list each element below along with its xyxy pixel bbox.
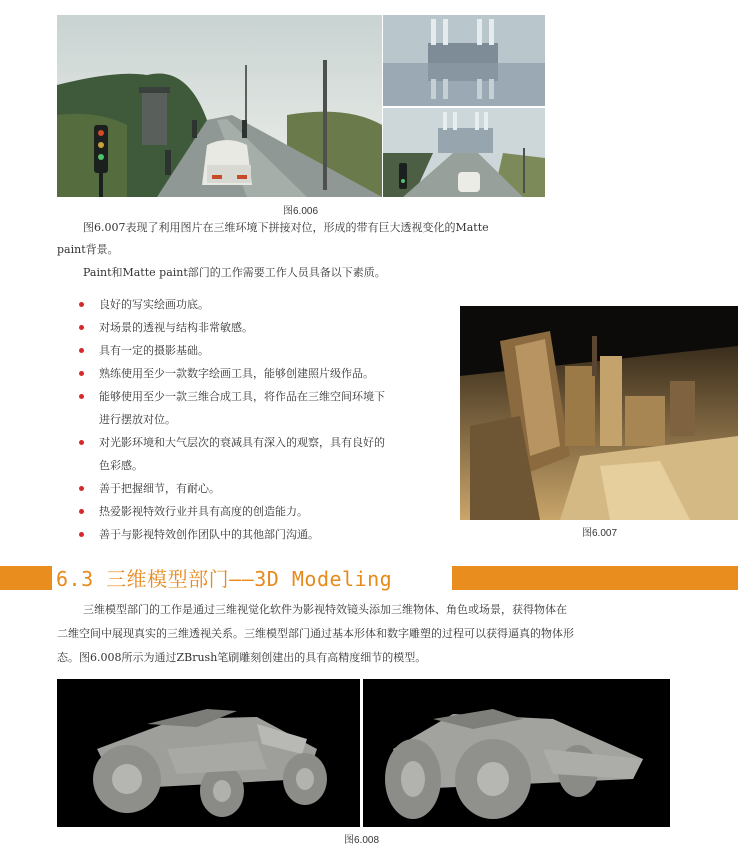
- bullet-text: 热爱影视特效行业并具有高度的创造能力。: [99, 505, 308, 518]
- bullet-dot: [79, 302, 84, 307]
- figure-6007-caption: 图6.007: [582, 528, 618, 539]
- paragraph-matte-paint-line2: paint背景。: [57, 243, 119, 256]
- paragraph-requirements-intro: Paint和Matte paint部门的工作需要工作人员具备以下素质。: [83, 266, 386, 279]
- bullet-dot: [79, 532, 84, 537]
- section-heading: 6.3 三维模型部门——3D Modeling: [56, 567, 393, 591]
- bullet-item: [72, 339, 452, 362]
- power-station-illustration: [383, 15, 545, 106]
- bridge-scene-illustration: [57, 15, 382, 197]
- bullet-text: 对光影环境和大气层次的衰减具有深入的观察，具有良好的: [99, 436, 385, 449]
- bullet-dot: [79, 440, 84, 445]
- bullet-dot: [79, 486, 84, 491]
- bullet-item: [72, 523, 452, 546]
- figure-6008-model-right: [363, 679, 670, 827]
- vehicle-model-right-illustration: [363, 679, 670, 827]
- figure-6008-caption: 图6.008: [344, 835, 380, 846]
- bullet-dot: [79, 348, 84, 353]
- bullet-text: 具有一定的摄影基础。: [99, 344, 209, 357]
- bullet-dot: [79, 394, 84, 399]
- figure-6006-composite-photo: [383, 108, 545, 197]
- composite-scene-illustration: [383, 108, 545, 197]
- bullet-text: 良好的写实绘画功底。: [99, 298, 209, 311]
- bullet-text: 善于与影视特效创作团队中的其他部门沟通。: [99, 528, 319, 541]
- figure-6008-model-left: [57, 679, 360, 827]
- bullet-item: [72, 316, 452, 339]
- bullet-item: [72, 477, 452, 500]
- bullet-text: 善于把握细节，有耐心。: [99, 482, 220, 495]
- bullet-text: 熟练使用至少一款数字绘画工具，能够创建照片级作品。: [99, 367, 374, 380]
- bullet-text: 能够使用至少一款三维合成工具，将作品在三维空间环境下: [99, 390, 385, 403]
- figure-6006-bridge-photo: [57, 15, 382, 197]
- bullet-dot: [79, 325, 84, 330]
- figure-6007-city-photo: [460, 306, 738, 520]
- bullet-text-continued: 色彩感。: [99, 459, 143, 472]
- section-body-line3: 态。图6.008所示为通过ZBrush笔刷雕刻创建出的具有高精度细节的模型。: [57, 651, 427, 664]
- bullet-dot: [79, 371, 84, 376]
- section-body-line1: 三维模型部门的工作是通过三维视觉化软件为影视特效镜头添加三维物体、角色或场景，获得物体在: [83, 603, 567, 616]
- bullet-item: [72, 500, 452, 523]
- night-city-illustration: [460, 306, 738, 520]
- bullet-dot: [79, 509, 84, 514]
- figure-6006-caption: 图6.006: [283, 206, 319, 217]
- vehicle-model-left-illustration: [57, 679, 360, 827]
- bullet-item: [72, 362, 452, 385]
- bullet-item: [72, 385, 452, 431]
- bullet-item: [72, 431, 452, 477]
- figure-6006-power-station-photo: [383, 15, 545, 106]
- bullet-text-continued: 进行摆放对位。: [99, 413, 176, 426]
- bullet-text: 对场景的透视与结构非常敏感。: [99, 321, 253, 334]
- bullet-item: [72, 293, 452, 316]
- section-body-line2: 二维空间中展现真实的三维透视关系。三维模型部门通过基本形体和数字雕塑的过程可以获得逼真的物体形: [57, 627, 574, 640]
- paragraph-matte-paint-line1: 图6.007表现了利用图片在三维环境下拼接对位，形成的带有巨大透视变化的Matte: [83, 221, 489, 234]
- requirements-bullet-list: [72, 293, 452, 546]
